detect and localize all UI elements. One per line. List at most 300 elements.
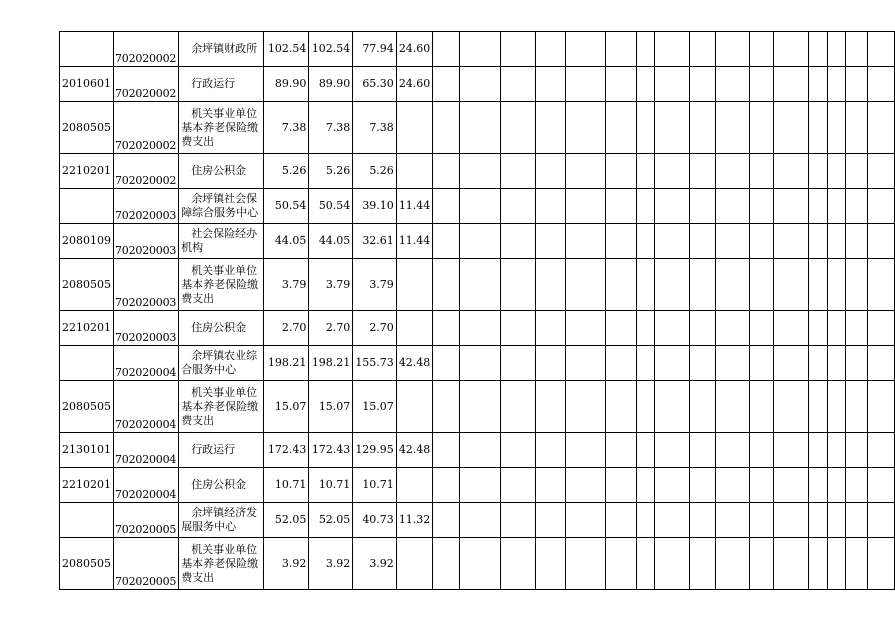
empty-cell [774, 67, 809, 102]
empty-cell [460, 468, 501, 503]
empty-cell [690, 32, 716, 67]
unit-code-cell: 702020002 [114, 67, 179, 102]
table-row [60, 154, 895, 189]
item-name-cell [179, 189, 264, 224]
empty-cell [749, 538, 774, 590]
item-name-cell [179, 433, 264, 468]
empty-cell [606, 503, 637, 538]
empty-cell [808, 67, 827, 102]
empty-cell [690, 311, 716, 346]
empty-cell [846, 433, 868, 468]
item-name-cell [179, 468, 264, 503]
empty-cell [636, 311, 654, 346]
subtotal-amount-cell: 10.71 [309, 468, 353, 503]
empty-cell [654, 346, 690, 381]
basic-expense-cell: 40.73 [353, 503, 397, 538]
subject-code-cell: 2130101 [60, 433, 114, 468]
total-amount-cell: 44.05 [264, 224, 309, 259]
empty-cell [774, 154, 809, 189]
empty-cell [827, 102, 846, 154]
empty-cell [565, 189, 606, 224]
empty-cell [749, 381, 774, 433]
project-expense-cell [396, 311, 433, 346]
empty-cell [749, 102, 774, 154]
table-row [60, 67, 895, 102]
empty-cell [690, 381, 716, 433]
basic-expense-cell: 77.94 [353, 32, 397, 67]
empty-cell [565, 311, 606, 346]
empty-cell [536, 538, 566, 590]
empty-cell [868, 67, 895, 102]
empty-cell [827, 154, 846, 189]
subject-code-cell: 2080505 [60, 538, 114, 590]
empty-cell [636, 224, 654, 259]
empty-cell [636, 433, 654, 468]
empty-cell [654, 468, 690, 503]
project-expense-cell [396, 259, 433, 311]
empty-cell [868, 503, 895, 538]
empty-cell [846, 102, 868, 154]
item-name-cell [179, 503, 264, 538]
empty-cell [774, 503, 809, 538]
empty-cell [636, 538, 654, 590]
empty-cell [715, 433, 749, 468]
project-expense-cell: 24.60 [396, 67, 433, 102]
empty-cell [690, 224, 716, 259]
project-expense-cell: 11.44 [396, 189, 433, 224]
item-name-text: 余坪镇财政所 [191, 42, 258, 55]
project-expense-cell [396, 381, 433, 433]
empty-cell [460, 67, 501, 102]
unit-code-cell: 702020003 [114, 224, 179, 259]
unit-code-cell: 702020002 [114, 154, 179, 189]
empty-cell [774, 311, 809, 346]
unit-code-cell: 702020005 [114, 503, 179, 538]
item-name-text: 机关事业单位基本养老保险缴费支出 [181, 542, 259, 584]
empty-cell [433, 346, 460, 381]
empty-cell [433, 468, 460, 503]
table-row [60, 259, 895, 311]
item-name-text: 余坪镇经济发展服务中心 [181, 506, 258, 533]
empty-cell [774, 259, 809, 311]
empty-cell [433, 189, 460, 224]
project-expense-cell [396, 102, 433, 154]
subtotal-amount-cell: 3.92 [309, 538, 353, 590]
empty-cell [827, 346, 846, 381]
basic-expense-cell: 155.73 [353, 346, 397, 381]
empty-cell [654, 67, 690, 102]
empty-cell [654, 189, 690, 224]
subject-code-cell [60, 346, 114, 381]
empty-cell [827, 224, 846, 259]
item-name-text: 行政运行 [191, 77, 236, 90]
empty-cell [715, 67, 749, 102]
empty-cell [690, 154, 716, 189]
empty-cell [460, 381, 501, 433]
table-row [60, 433, 895, 468]
empty-cell [868, 224, 895, 259]
subtotal-amount-cell: 3.79 [309, 259, 353, 311]
empty-cell [808, 311, 827, 346]
empty-cell [606, 468, 637, 503]
unit-code-cell: 702020004 [114, 346, 179, 381]
basic-expense-cell: 129.95 [353, 433, 397, 468]
empty-cell [636, 32, 654, 67]
table-row [60, 346, 895, 381]
empty-cell [868, 346, 895, 381]
empty-cell [460, 503, 501, 538]
item-name-cell [179, 381, 264, 433]
empty-cell [654, 381, 690, 433]
subject-code-cell [60, 189, 114, 224]
item-name-text: 机关事业单位基本养老保险缴费支出 [181, 263, 259, 305]
empty-cell [536, 154, 566, 189]
project-expense-cell [396, 154, 433, 189]
empty-cell [501, 154, 536, 189]
empty-cell [774, 381, 809, 433]
empty-cell [846, 538, 868, 590]
empty-cell [846, 189, 868, 224]
subject-code-cell: 2210201 [60, 311, 114, 346]
total-amount-cell: 102.54 [264, 32, 309, 67]
empty-cell [606, 189, 637, 224]
item-name-text: 住房公积金 [191, 164, 247, 177]
item-name-cell [179, 102, 264, 154]
project-expense-cell: 11.44 [396, 224, 433, 259]
empty-cell [460, 32, 501, 67]
empty-cell [846, 503, 868, 538]
total-amount-cell: 15.07 [264, 381, 309, 433]
subject-code-cell: 2080109 [60, 224, 114, 259]
empty-cell [749, 468, 774, 503]
empty-cell [636, 259, 654, 311]
unit-code-cell: 702020003 [114, 311, 179, 346]
empty-cell [827, 259, 846, 311]
subject-code-cell: 2210201 [60, 154, 114, 189]
empty-cell [606, 102, 637, 154]
unit-code-cell: 702020004 [114, 433, 179, 468]
empty-cell [827, 503, 846, 538]
empty-cell [715, 32, 749, 67]
empty-cell [536, 433, 566, 468]
empty-cell [690, 433, 716, 468]
subject-code-cell: 2080505 [60, 102, 114, 154]
empty-cell [654, 538, 690, 590]
subtotal-amount-cell: 89.90 [309, 67, 353, 102]
subtotal-amount-cell: 44.05 [309, 224, 353, 259]
empty-cell [808, 102, 827, 154]
empty-cell [808, 468, 827, 503]
empty-cell [606, 32, 637, 67]
empty-cell [460, 346, 501, 381]
empty-cell [827, 67, 846, 102]
empty-cell [654, 433, 690, 468]
subtotal-amount-cell: 102.54 [309, 32, 353, 67]
unit-code-cell: 702020002 [114, 32, 179, 67]
table-body [60, 32, 895, 590]
empty-cell [654, 503, 690, 538]
empty-cell [827, 538, 846, 590]
total-amount-cell: 10.71 [264, 468, 309, 503]
empty-cell [501, 259, 536, 311]
empty-cell [536, 67, 566, 102]
empty-cell [846, 311, 868, 346]
empty-cell [868, 102, 895, 154]
empty-cell [565, 468, 606, 503]
item-name-cell [179, 67, 264, 102]
item-name-cell [179, 32, 264, 67]
budget-table [59, 31, 895, 590]
empty-cell [606, 433, 637, 468]
empty-cell [846, 224, 868, 259]
empty-cell [690, 102, 716, 154]
empty-cell [654, 311, 690, 346]
empty-cell [654, 154, 690, 189]
total-amount-cell: 198.21 [264, 346, 309, 381]
empty-cell [565, 538, 606, 590]
empty-cell [749, 154, 774, 189]
empty-cell [606, 67, 637, 102]
empty-cell [827, 189, 846, 224]
empty-cell [433, 67, 460, 102]
total-amount-cell: 7.38 [264, 102, 309, 154]
empty-cell [846, 346, 868, 381]
empty-cell [808, 433, 827, 468]
empty-cell [868, 538, 895, 590]
empty-cell [501, 503, 536, 538]
empty-cell [606, 154, 637, 189]
project-expense-cell: 42.48 [396, 346, 433, 381]
basic-expense-cell: 7.38 [353, 102, 397, 154]
empty-cell [827, 381, 846, 433]
table-row [60, 32, 895, 67]
empty-cell [536, 503, 566, 538]
empty-cell [501, 346, 536, 381]
empty-cell [749, 346, 774, 381]
empty-cell [774, 433, 809, 468]
empty-cell [565, 259, 606, 311]
item-name-text: 住房公积金 [191, 321, 247, 334]
empty-cell [868, 32, 895, 67]
empty-cell [536, 189, 566, 224]
empty-cell [715, 381, 749, 433]
empty-cell [749, 224, 774, 259]
empty-cell [636, 468, 654, 503]
empty-cell [636, 154, 654, 189]
unit-code-cell: 702020005 [114, 538, 179, 590]
unit-code-cell: 702020004 [114, 381, 179, 433]
empty-cell [749, 67, 774, 102]
empty-cell [715, 468, 749, 503]
table-row [60, 311, 895, 346]
empty-cell [606, 346, 637, 381]
total-amount-cell: 5.26 [264, 154, 309, 189]
empty-cell [433, 311, 460, 346]
subject-code-cell [60, 32, 114, 67]
empty-cell [690, 503, 716, 538]
table-row [60, 381, 895, 433]
item-name-text: 余坪镇社会保障综合服务中心 [181, 192, 259, 219]
empty-cell [636, 189, 654, 224]
empty-cell [460, 259, 501, 311]
empty-cell [501, 67, 536, 102]
empty-cell [433, 32, 460, 67]
project-expense-cell: 42.48 [396, 433, 433, 468]
empty-cell [715, 224, 749, 259]
empty-cell [868, 189, 895, 224]
empty-cell [460, 224, 501, 259]
basic-expense-cell: 5.26 [353, 154, 397, 189]
table-row [60, 189, 895, 224]
item-name-text: 住房公积金 [191, 478, 247, 491]
table-row [60, 102, 895, 154]
subtotal-amount-cell: 172.43 [309, 433, 353, 468]
empty-cell [433, 538, 460, 590]
empty-cell [606, 538, 637, 590]
empty-cell [536, 32, 566, 67]
empty-cell [636, 102, 654, 154]
empty-cell [501, 433, 536, 468]
subtotal-amount-cell: 15.07 [309, 381, 353, 433]
empty-cell [606, 224, 637, 259]
empty-cell [460, 538, 501, 590]
empty-cell [774, 32, 809, 67]
empty-cell [690, 259, 716, 311]
item-name-cell [179, 538, 264, 590]
empty-cell [808, 154, 827, 189]
total-amount-cell: 172.43 [264, 433, 309, 468]
empty-cell [808, 538, 827, 590]
empty-cell [433, 433, 460, 468]
empty-cell [774, 224, 809, 259]
empty-cell [565, 32, 606, 67]
empty-cell [808, 503, 827, 538]
empty-cell [501, 538, 536, 590]
empty-cell [636, 346, 654, 381]
empty-cell [846, 468, 868, 503]
unit-code-cell: 702020003 [114, 189, 179, 224]
basic-expense-cell: 3.92 [353, 538, 397, 590]
empty-cell [536, 381, 566, 433]
basic-expense-cell: 10.71 [353, 468, 397, 503]
empty-cell [501, 224, 536, 259]
total-amount-cell: 3.92 [264, 538, 309, 590]
total-amount-cell: 89.90 [264, 67, 309, 102]
item-name-text: 余坪镇农业综合服务中心 [181, 349, 258, 376]
empty-cell [808, 189, 827, 224]
empty-cell [433, 259, 460, 311]
empty-cell [501, 468, 536, 503]
empty-cell [808, 346, 827, 381]
empty-cell [536, 224, 566, 259]
item-name-text: 机关事业单位基本养老保险缴费支出 [181, 385, 259, 427]
empty-cell [749, 311, 774, 346]
empty-cell [565, 381, 606, 433]
basic-expense-cell: 15.07 [353, 381, 397, 433]
empty-cell [749, 503, 774, 538]
basic-expense-cell: 39.10 [353, 189, 397, 224]
empty-cell [460, 102, 501, 154]
empty-cell [501, 311, 536, 346]
total-amount-cell: 3.79 [264, 259, 309, 311]
empty-cell [774, 189, 809, 224]
empty-cell [636, 67, 654, 102]
project-expense-cell: 24.60 [396, 32, 433, 67]
empty-cell [460, 433, 501, 468]
empty-cell [715, 154, 749, 189]
unit-code-cell: 702020004 [114, 468, 179, 503]
empty-cell [501, 189, 536, 224]
basic-expense-cell: 3.79 [353, 259, 397, 311]
empty-cell [827, 311, 846, 346]
empty-cell [654, 259, 690, 311]
project-expense-cell [396, 468, 433, 503]
empty-cell [501, 381, 536, 433]
empty-cell [749, 433, 774, 468]
subject-code-cell: 2010601 [60, 67, 114, 102]
unit-code-cell: 702020002 [114, 102, 179, 154]
project-expense-cell: 11.32 [396, 503, 433, 538]
empty-cell [460, 154, 501, 189]
empty-cell [565, 224, 606, 259]
empty-cell [868, 311, 895, 346]
empty-cell [433, 102, 460, 154]
empty-cell [536, 259, 566, 311]
empty-cell [536, 468, 566, 503]
subject-code-cell: 2080505 [60, 381, 114, 433]
empty-cell [846, 67, 868, 102]
empty-cell [636, 381, 654, 433]
empty-cell [565, 67, 606, 102]
total-amount-cell: 50.54 [264, 189, 309, 224]
empty-cell [690, 346, 716, 381]
subject-code-cell [60, 503, 114, 538]
empty-cell [565, 346, 606, 381]
subtotal-amount-cell: 50.54 [309, 189, 353, 224]
empty-cell [715, 102, 749, 154]
item-name-cell [179, 154, 264, 189]
empty-cell [868, 259, 895, 311]
empty-cell [433, 154, 460, 189]
empty-cell [690, 538, 716, 590]
empty-cell [433, 224, 460, 259]
empty-cell [565, 433, 606, 468]
empty-cell [808, 381, 827, 433]
empty-cell [501, 32, 536, 67]
item-name-text: 行政运行 [191, 443, 236, 456]
empty-cell [654, 224, 690, 259]
empty-cell [774, 346, 809, 381]
empty-cell [774, 538, 809, 590]
basic-expense-cell: 2.70 [353, 311, 397, 346]
total-amount-cell: 2.70 [264, 311, 309, 346]
empty-cell [715, 311, 749, 346]
unit-code-cell: 702020003 [114, 259, 179, 311]
empty-cell [501, 102, 536, 154]
item-name-cell [179, 311, 264, 346]
empty-cell [715, 189, 749, 224]
table-row [60, 224, 895, 259]
empty-cell [460, 311, 501, 346]
project-expense-cell [396, 538, 433, 590]
empty-cell [808, 259, 827, 311]
empty-cell [606, 381, 637, 433]
table-row [60, 468, 895, 503]
empty-cell [846, 154, 868, 189]
empty-cell [433, 381, 460, 433]
subtotal-amount-cell: 52.05 [309, 503, 353, 538]
empty-cell [808, 224, 827, 259]
